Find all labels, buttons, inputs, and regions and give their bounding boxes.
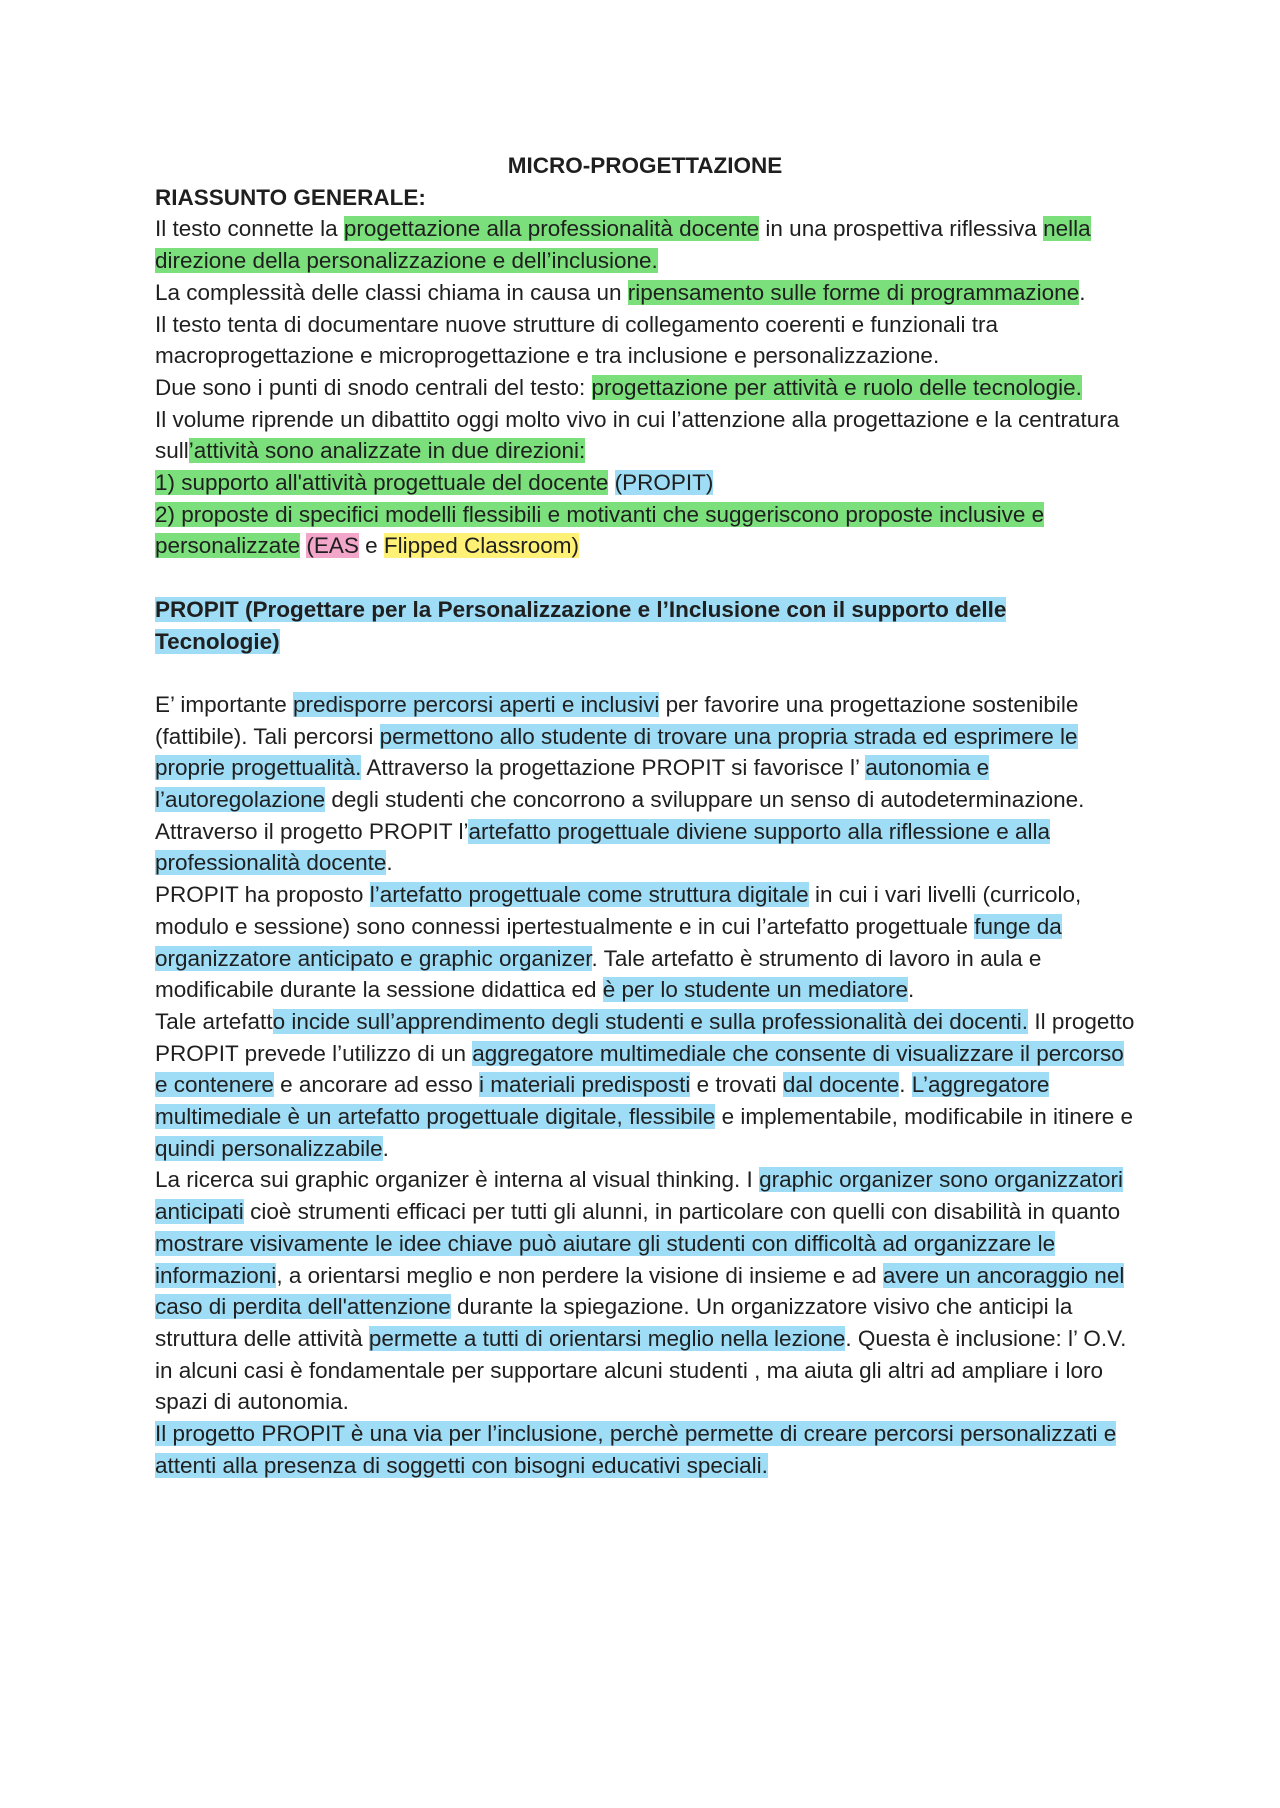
propit-section	[155, 689, 1135, 1482]
text-run: . Tale artefatto è strumento di lavoro in aula e modificabile durante la sessione didattica ed	[155, 945, 1042, 1003]
highlighted-text: o incide sull’apprendimento degli studenti e sulla professionalità dei docenti.	[272, 1008, 1029, 1034]
highlighted-text: quindi personalizzabile	[155, 1135, 383, 1161]
summary-heading: RIASSUNTO GENERALE:	[155, 184, 426, 210]
propit-paragraph	[155, 816, 1135, 879]
text-run: Due sono i punti di snodo centrali del testo:	[155, 374, 592, 400]
summary-paragraph	[155, 309, 1135, 372]
text-run: .	[1079, 279, 1086, 305]
text-run: . Questa è inclusione: l’ O.V. in alcuni casi è fondamentale per supportare alcuni studenti , ma aiuta gli altri ad ampliare i loro spazi di autonomia.	[155, 1325, 1127, 1415]
text-run: .	[899, 1072, 912, 1098]
highlighted-text: ’attività sono analizzate in due direzioni:	[188, 438, 586, 464]
text-run: in una prospettiva riflessiva	[759, 216, 1044, 242]
text-run: .	[382, 1135, 389, 1161]
highlighted-text: L’aggregatore multimediale è un artefatto progettuale digitale, flessibile	[155, 1072, 1050, 1130]
summary-paragraph	[155, 499, 1135, 562]
highlighted-text: nella direzione della personalizzazione e dell’inclusione.	[155, 216, 1091, 274]
propit-heading	[155, 594, 1135, 657]
highlighted-text: Il progetto PROPIT è una via per l’inclusione, perchè permette di creare percorsi personalizzati e attenti alla presenza di soggetti con bisogni educativi speciali.	[155, 1421, 1117, 1478]
text-run	[608, 470, 614, 495]
summary-paragraph	[155, 467, 1135, 499]
text-run: Tale artefatt	[155, 1008, 273, 1034]
text-run: Il volume riprende un dibattito oggi molto vivo in cui l’attenzione alla progettazione e la centratura sull	[155, 406, 1120, 464]
spacer	[155, 657, 1135, 689]
text-run: La ricerca sui graphic organizer è interna al visual thinking. I	[155, 1167, 760, 1193]
propit-heading-text: PROPIT (Progettare per la Personalizzazione e l’Inclusione con il supporto delle Tecnologie)	[155, 596, 1007, 654]
text-run: , a orientarsi meglio e non perdere la visione di insieme e ad	[276, 1262, 883, 1288]
text-run: La complessità delle classi chiama in causa un	[155, 279, 628, 305]
text-run: e implementabile, modificabile in itinere e	[715, 1104, 1134, 1130]
summary-paragraph	[155, 404, 1135, 467]
text-run: e	[358, 533, 384, 559]
summary-paragraph	[155, 372, 1135, 404]
highlighted-text: progettazione alla professionalità docente	[343, 216, 760, 242]
text-run: E’ importante	[155, 691, 293, 717]
text-run: Il testo connette la	[155, 216, 344, 242]
page-title: MICRO-PROGETTAZIONE	[507, 153, 783, 178]
highlighted-text: graphic organizer sono organizzatori anticipati	[155, 1167, 1124, 1225]
text-run: .	[907, 977, 915, 1003]
highlighted-text: avere un ancoraggio nel caso di perdita dell'attenzione	[155, 1262, 1125, 1320]
highlighted-text: permette a tutti di orientarsi meglio nella lezione	[368, 1325, 846, 1351]
text-run: Attraverso la progettazione PROPIT si favorisce l’	[361, 755, 866, 781]
document-page	[155, 150, 1135, 1482]
highlighted-text: mostrare visivamente le idee chiave può aiutare gli studenti con difficoltà ad organizzare le informazioni	[155, 1230, 1056, 1288]
text-run: Attraverso il progetto PROPIT l’	[155, 818, 469, 844]
text-run: e trovati	[690, 1072, 783, 1098]
summary-paragraph	[155, 277, 1135, 309]
text-run: Il progetto PROPIT prevede l’utilizzo di un	[155, 1008, 1135, 1066]
text-run: per favorire una progettazione sostenibile (fattibile). Tali percorsi	[155, 691, 1079, 749]
highlighted-text: permettono allo studente di trovare una propria strada ed esprimere le proprie progettualità.	[155, 723, 1078, 781]
highlighted-text: predisporre percorsi aperti e inclusivi	[292, 691, 660, 717]
propit-paragraph	[155, 1418, 1135, 1481]
highlighted-text: 2) proposte di specifici modelli flessibili e motivanti che suggeriscono proposte inclusive e personalizzate	[155, 501, 1045, 559]
text-run: in cui i vari livelli (curricolo, modulo e sessione) sono connessi ipertestualmente e in cui l’artefatto progettuale	[155, 882, 1082, 939]
text-run: degli studenti che concorrono a sviluppare un senso di autodeterminazione.	[325, 787, 1085, 813]
spacer	[155, 562, 1135, 594]
propit-paragraph	[155, 1006, 1135, 1165]
highlighted-text: 1) supporto all'attività progettuale del docente	[155, 470, 609, 496]
highlighted-text: funge da organizzatore anticipato e graphic organizer	[155, 913, 1062, 971]
highlighted-text: (PROPIT)	[614, 470, 714, 496]
highlighted-text: Flipped Classroom)	[383, 533, 579, 559]
highlighted-text: i materiali predisposti	[478, 1072, 691, 1098]
propit-paragraph	[155, 1164, 1135, 1418]
text-run: Il testo tenta di documentare nuove strutture di collegamento coerenti e funzionali tra macroprogettazione e microprogettazione e tra inclusione e personalizzazione.	[155, 311, 998, 369]
highlighted-text: (EAS	[306, 533, 359, 559]
text-run: cioè strumenti efficaci per tutti gli alunni, in particolare con quelli con disabilità in quanto	[243, 1199, 1121, 1225]
highlighted-text: l’artefatto progettuale come struttura digitale	[369, 882, 809, 908]
text-run: PROPIT ha proposto	[155, 882, 370, 908]
text-run: durante la spiegazione. Un organizzatore visivo che anticipi la struttura delle attività	[155, 1294, 1073, 1351]
propit-paragraph	[155, 879, 1135, 1006]
summary-section	[155, 213, 1135, 562]
highlighted-text: artefatto progettuale diviene supporto alla riflessione e alla professionalità docente	[155, 818, 1051, 876]
highlighted-text: è per lo studente un mediatore	[602, 977, 908, 1003]
highlighted-text: autonomia e l’autoregolazione	[155, 755, 990, 813]
text-run: e ancorare ad esso	[273, 1072, 479, 1098]
highlighted-text: dal docente	[782, 1072, 900, 1098]
highlighted-text: ripensamento sulle forme di programmazione	[627, 279, 1080, 305]
highlighted-text: aggregatore multimediale che consente di visualizzare il percorso e contenere	[155, 1040, 1124, 1098]
highlighted-text: progettazione per attività e ruolo delle tecnologie.	[591, 374, 1082, 400]
propit-paragraph	[155, 689, 1135, 816]
summary-paragraph	[155, 213, 1135, 276]
text-run: .	[386, 850, 393, 876]
